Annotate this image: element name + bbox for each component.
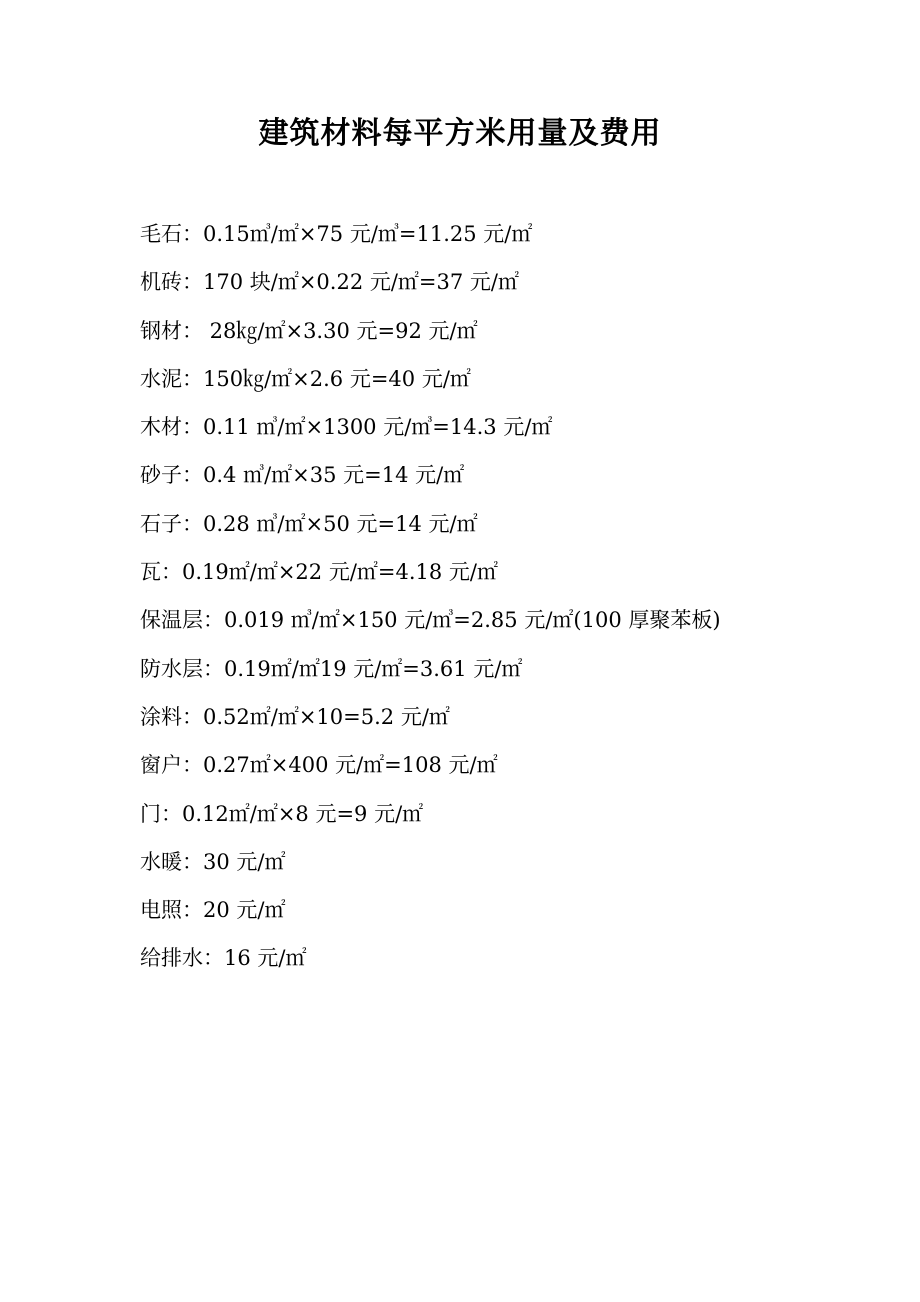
list-item-water-supply-drainage: 给排水：16 元/㎡: [140, 946, 307, 971]
list-item-rubble-stone: 毛石：0.15㎥/㎡×75 元/㎥=11.25 元/㎡: [140, 222, 533, 246]
list-item-waterproofing: 防水层：0.19㎡/㎡19 元/㎡=3.61 元/㎡: [140, 656, 523, 681]
list-item-tile: 瓦：0.19㎡/㎡×22 元/㎡=4.18 元/㎡: [140, 560, 499, 585]
list-item-insulation: 保温层：0.019 ㎥/㎡×150 元/㎥=2.85 元/㎡(100 厚聚苯板): [140, 608, 721, 633]
list-item-cement: 水泥：150㎏/㎡×2.6 元=40 元/㎡: [140, 366, 471, 391]
list-item-doors: 门：0.12㎡/㎡×8 元=9 元/㎡: [140, 801, 424, 826]
list-item-gravel: 石子：0.28 ㎥/㎡×50 元=14 元/㎡: [140, 511, 478, 536]
page-title: 建筑材料每平方米用量及费用: [258, 116, 662, 151]
list-item-paint: 涂料：0.52㎡/㎡×10=5.2 元/㎡: [140, 704, 450, 729]
list-item-windows: 窗户：0.27㎡×400 元/㎡=108 元/㎡: [140, 753, 498, 778]
list-item-timber: 木材：0.11 ㎥/㎡×1300 元/㎥=14.3 元/㎡: [140, 415, 553, 440]
material-cost-list: [140, 212, 880, 985]
list-item-machine-brick: 机砖：170 块/㎡×0.22 元/㎡=37 元/㎡: [140, 270, 520, 295]
list-item-plumbing-heating: 水暖：30 元/㎡: [140, 849, 286, 874]
list-item-electrical-lighting: 电照：20 元/㎡: [140, 898, 286, 923]
list-item-steel: 钢材： 28㎏/㎡×3.30 元=92 元/㎡: [140, 318, 478, 343]
list-item-sand: 砂子：0.4 ㎥/㎡×35 元=14 元/㎡: [140, 463, 465, 488]
